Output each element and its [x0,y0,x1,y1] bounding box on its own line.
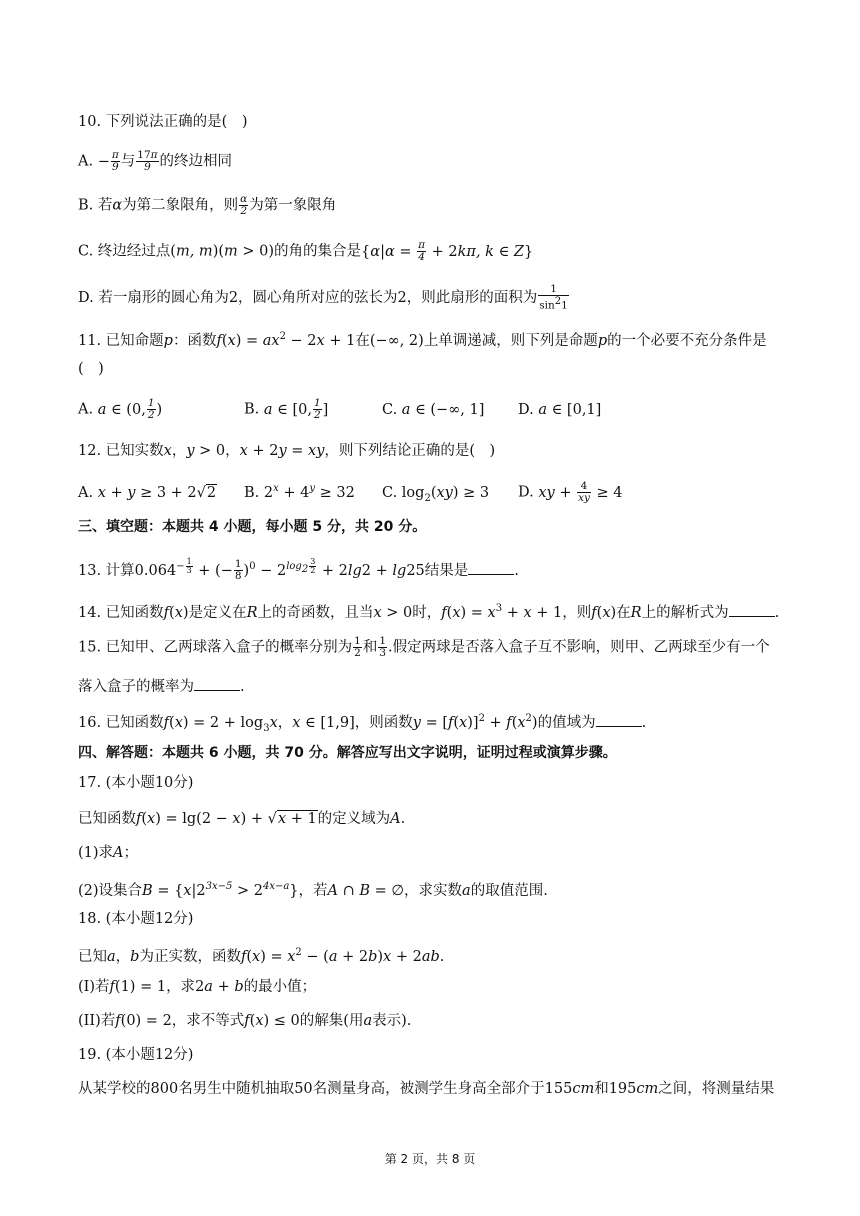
q18-part2: (II)若f(0) = 2，求不等式f(x) ≤ 0的解集(用a表示). [78,1013,412,1029]
q17-head: 17. (本小题10分) [78,775,194,791]
q17-part2: (2)设集合$B = \{x|2^{3x-5} > 2^{4x-a}\}$，若A ∩ B = ∅，求实数a的取值范围. [78,881,548,899]
q10-option-d: D. 若一扇形的圆心角为2，圆心角所对应的弦长为2，则此扇形的面积为 $\frac{1}{\sin^21}$ [78,283,568,312]
q13: 13. 计算$0.064^{- \frac{1}{3}}$ + (− $\frac{1}{8}$ )$^0 - 2^{log_2 \frac{3}{2}}$ + 2lg2 + lg25结果是 . [78,557,519,583]
section-solution-heading: 四、解答题：本题共 6 小题，共 70 分。解答应写出文字说明，证明过程或演算步骤。 [78,745,617,761]
q11-option-d: D. a ∈ [0,1] [518,401,602,418]
q16: 16. 已知函数$f(x) = 2 + \log_3x$，x ∈ [1,9]，则函数$y = [f(x)]^2 + f(x^2)$的值域为 . [78,713,647,734]
q15-answer-blank[interactable] [194,676,240,691]
q11-options [78,398,790,421]
q10-stem: 10. 下列说法正确的是( ) [78,114,248,130]
q11-option-a: A. a ∈ (0, $\frac{1}{2}$ ) [78,397,163,421]
q14-answer-blank[interactable] [729,602,775,617]
q17-part1: (1)求A； [78,845,139,861]
q11-paren: ( ) [78,361,104,377]
q11-option-c: C. a ∈ (−∞, 1] [382,401,485,418]
q15-line2: 落入盒子的概率为 . [78,676,790,698]
q12-option-c: C. $\log_2(xy) \ge 3$ [382,484,490,504]
q13-answer-blank[interactable] [468,560,514,575]
q12-option-a: A. x + y ≥ 3 + 2√2 [78,484,217,501]
q18-head: 18. (本小题12分) [78,911,194,927]
page-number-footer: 第 2 页，共 8 页 [384,1152,476,1166]
q18-stem: 已知a，b为正实数，函数$f(x) = x^2 - (a + 2b)x + 2ab$. [78,947,445,965]
q15-line1: 15. 已知甲、乙两球落入盒子的概率分别为 $\frac{1}{2}$ 和 $\frac{1}{3}$ .假定两球是否落入盒子互不影响，则甲、乙两球至少有一个 [78,635,770,659]
q19-stem: 从某学校的800名男生中随机抽取50名测量身高，被测学生身高全部介于155cm和195cm之间，将测量结果 [78,1081,775,1097]
q16-answer-blank[interactable] [596,712,642,727]
q14: 14. 已知函数f(x)是定义在R上的奇函数，且当x > 0时，$f(x) = x^3 + x + 1$，则f(x)在R上的解析式为 . [78,603,780,621]
q19-head: 19. (本小题12分) [78,1047,194,1063]
q12-option-b: B. $2^x + 4^y \ge 32$ [244,483,355,501]
section-fill-in-heading: 三、填空题：本题共 4 小题，每小题 5 分，共 20 分。 [78,519,427,535]
q10-option-a: A. − $\frac{\pi}{9}$ 与 $\frac{17\pi}{9}$ 的终边相同 [78,149,233,173]
q11-stem: 11. 已知命题p：函数$f(x) = ax^2 - 2x + 1$在(−∞, 2)上单调递减，则下列是命题p的一个必要不充分条件是 [78,331,767,349]
q12-options [78,478,790,510]
q11-option-b: B. a ∈ [0, $\frac{1}{2}$ ] [244,397,329,421]
q12-option-d: D. xy + $\frac{4}{xy}$ ≥ 4 [518,480,623,505]
q17-stem: 已知函数f(x) = lg(2 − x) + √x + 1的定义域为A. [78,811,406,827]
q18-part1: (I)若f(1) = 1，求2a + b的最小值； [78,979,317,995]
q12-stem: 12. 已知实数x，y > 0，x + 2y = xy，则下列结论正确的是( ) [78,443,496,459]
q10-option-b: B. 若α为第二象限角，则 $\frac{\alpha}{2}$ 为第一象限角 [78,193,337,217]
q10-option-c: C. 终边经过点(m, m)(m > 0)的角的集合是{α|α = $\frac{\pi}{4}$ + 2kπ, k ∈ Z} [78,239,534,263]
